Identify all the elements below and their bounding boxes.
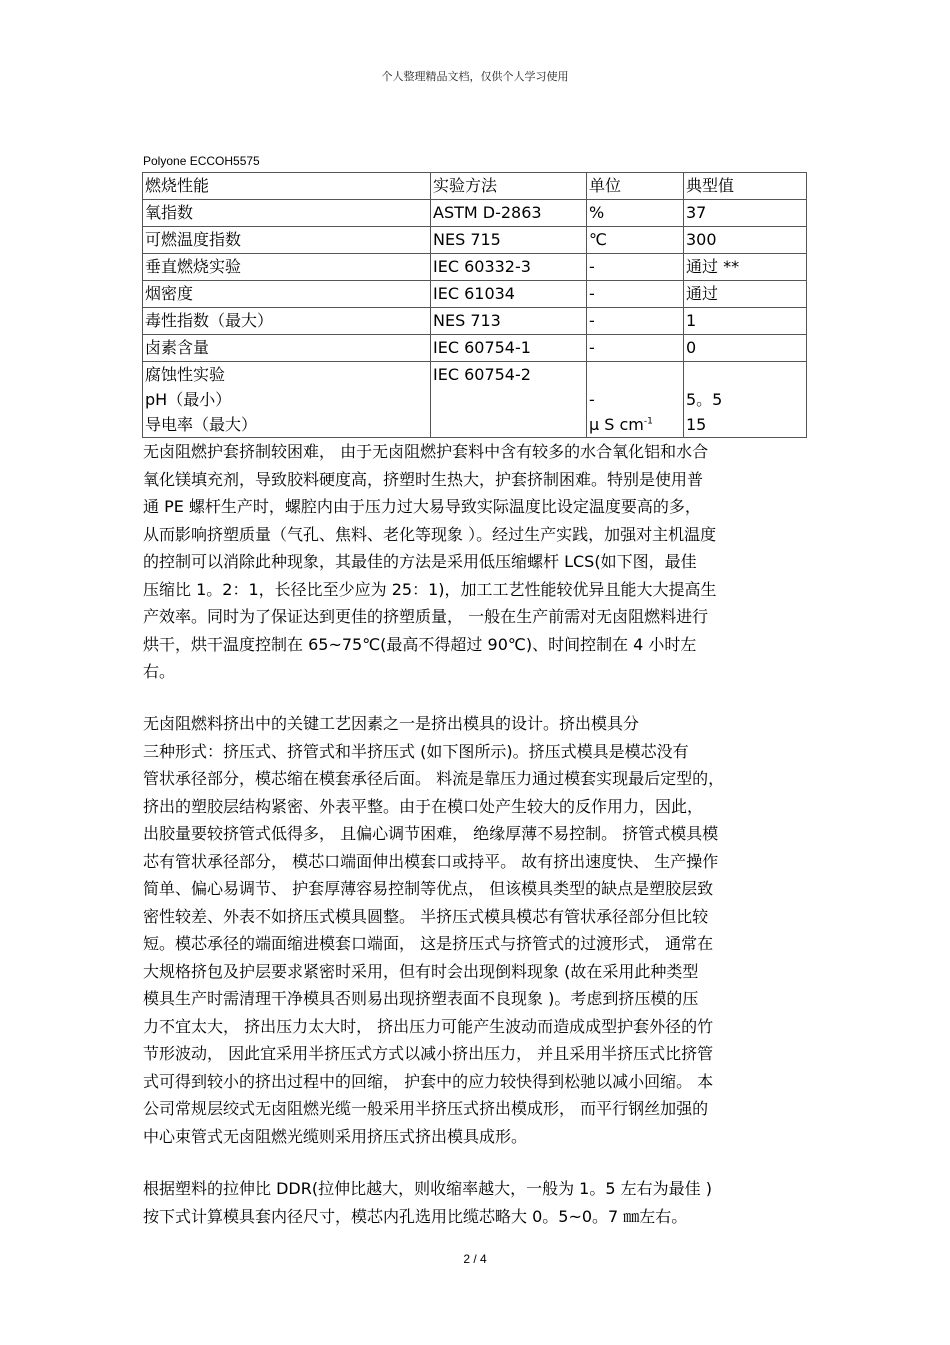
table-cell: 300: [684, 227, 807, 254]
text-line: 通 PE 螺杆生产时，螺腔内由于压力过大易导致实际温度比设定温度要高的多，: [143, 497, 701, 516]
text-line: 的控制可以消除此种现象，其最佳的方法是采用低压缩螺杆 LCS(如下图，最佳: [143, 552, 697, 571]
text-line: 右。: [143, 662, 176, 681]
table-row: [143, 308, 807, 335]
table-cell: IEC 60332-3: [431, 254, 587, 281]
table-row: [143, 362, 807, 438]
properties-table: [142, 172, 807, 438]
table-row: [143, 335, 807, 362]
table-cell: %: [587, 200, 684, 227]
text-line: 根据塑料的拉伸比 DDR(拉伸比越大，则收缩率越大，一般为 1。5 左右为最佳 ): [143, 1179, 712, 1198]
text-line: 节形波动， 因此宜采用半挤压式方式以减小挤出压力， 并且采用半挤压式比挤管: [143, 1044, 714, 1063]
table-cell: [431, 362, 587, 438]
text-line: 短。模芯承径的端面缩进模套口端面， 这是挤压式与挤管式的过渡形式， 通常在: [143, 934, 714, 953]
cell-line: [589, 412, 681, 437]
text-line: 密性较差、外表不如挤压式模具圆整。 半挤压式模具模芯有管状承径部分但比较: [143, 906, 709, 926]
text-line: 大规格挤包及护层要求紧密时采用，但有时会出现倒料现象 (故在采用此种类型: [143, 961, 699, 981]
table-cell: 垂直燃烧实验: [143, 254, 431, 281]
page-number: 2 / 4: [463, 1252, 487, 1266]
table-row: [143, 200, 807, 227]
text-line: 产效率。同时为了保证达到更佳的挤塑质量， 一般在生产前需对无卤阻燃料进行: [143, 607, 709, 626]
text-line: 无卤阻燃护套挤制较困难， 由于无卤阻燃护套料中含有较多的水合氧化铝和水合: [143, 442, 709, 461]
table-cell: ASTM D-2863: [431, 200, 587, 227]
text-line: 公司常规层绞式无卤阻燃光缆一般采用半挤压式挤出模成形， 而平行钢丝加强的: [143, 1099, 709, 1118]
cell-line: 15: [686, 415, 707, 434]
text-line: 式可得到较小的挤出过程中的回缩， 护套中的应力较快得到松驰以减小回缩。 本: [143, 1071, 714, 1091]
table-cell: [684, 362, 807, 438]
text-line: 挤出的塑胶层结构紧密、外表平整。由于在模口处产生较大的反作用力，因此，: [143, 796, 704, 816]
table-cell: NES 713: [431, 308, 587, 335]
cell-line: 导电率（最大）: [145, 415, 258, 434]
table-cell: 氧指数: [143, 200, 431, 227]
table-cell: 37: [684, 200, 807, 227]
text-line: 芯有管状承径部分， 模芯口端面伸出模套口或持平。 故有挤出速度快、 生产操作: [143, 851, 719, 871]
table-cell: -: [587, 254, 684, 281]
cell-line: -: [589, 390, 595, 409]
text-line: 三种形式：挤压式、挤管式和半挤压式 (如下图所示)。挤压式模具是模芯没有: [143, 741, 689, 761]
table-cell: IEC 61034: [431, 281, 587, 308]
paragraph-2: [143, 710, 813, 1150]
unit-superscript: -1: [643, 416, 653, 427]
header-cell: 实验方法: [431, 173, 587, 200]
cell-line: 腐蚀性实验: [145, 365, 226, 384]
table-cell: ℃: [587, 227, 684, 254]
table-cell: 通过: [684, 281, 807, 308]
table-cell: 0: [684, 335, 807, 362]
cell-line: IEC 60754-2: [433, 365, 531, 384]
table-cell: 烟密度: [143, 281, 431, 308]
text-line: 压缩比 1。2：1，长径比至少应为 25：1)，加工工艺性能较优异且能大大提高生: [143, 579, 717, 599]
table-cell: -: [587, 335, 684, 362]
table-cell: [587, 362, 684, 438]
paragraph-1: [143, 438, 813, 686]
table-row: [143, 281, 807, 308]
text-line: 出胶量要较挤管式低得多， 且偏心调节困难， 绝缘厚薄不易控制。 挤管式模具模: [143, 824, 719, 843]
text-line: 模具生产时需清理干净模具否则易出现挤塑表面不良现象 )。考虑到挤压模的压: [143, 989, 699, 1008]
text-line: 烘干，烘干温度控制在 65~75℃(最高不得超过 90℃)、时间控制在 4 小时左: [143, 634, 697, 654]
table-cell: IEC 60754-1: [431, 335, 587, 362]
table-cell: -: [587, 308, 684, 335]
table-header-row: [143, 173, 807, 200]
table-cell: 卤素含量: [143, 335, 431, 362]
table-cell: 毒性指数（最大）: [143, 308, 431, 335]
header-cell: 典型值: [684, 173, 807, 200]
cell-line: 5。5: [686, 390, 723, 409]
text-line: 简单、偏心易调节、 护套厚薄容易控制等优点， 但该模具类型的缺点是塑胶层致: [143, 879, 714, 898]
table-cell: -: [587, 281, 684, 308]
text-line: 无卤阻燃料挤出中的关键工艺因素之一是挤出模具的设计。挤出模具分: [143, 714, 640, 733]
table-row: [143, 227, 807, 254]
text-line: 管状承径部分，模芯缩在模套承径后面。 料流是靠压力通过模套实现最后定型的，: [143, 769, 725, 788]
table-caption: Polyone ECCOH5575: [143, 154, 260, 168]
text-line: 按下式计算模具套内径尺寸，模芯内孔选用比缆芯略大 0。5~0。7 ㎜左右。: [143, 1206, 688, 1226]
table-cell: 可燃温度指数: [143, 227, 431, 254]
text-line: 氧化镁填充剂，导致胶料硬度高，挤塑时生热大，护套挤制困难。特别是使用普: [143, 469, 704, 489]
table-cell: NES 715: [431, 227, 587, 254]
header-cell: 单位: [587, 173, 684, 200]
text-line: 中心束管式无卤阻燃光缆则采用挤压式挤出模具成形。: [143, 1126, 528, 1146]
table-cell: [143, 362, 431, 438]
table-cell: 1: [684, 308, 807, 335]
table-cell: 通过 **: [684, 254, 807, 281]
text-line: 力不宜太大， 挤出压力太大时， 挤出压力可能产生波动而造成成型护套外径的竹: [143, 1016, 714, 1036]
cell-line: pH（最小）: [145, 390, 232, 409]
table-row: [143, 254, 807, 281]
header-cell: 燃烧性能: [143, 173, 431, 200]
page-header: 个人整理精品文档，仅供个人学习使用: [381, 70, 569, 83]
unit-text: μ S cm: [589, 415, 644, 434]
text-line: 从而影响挤塑质量（气孔、焦料、老化等现象 ）。经过生产实践，加强对主机温度: [143, 524, 717, 544]
paragraph-3: [143, 1175, 813, 1230]
